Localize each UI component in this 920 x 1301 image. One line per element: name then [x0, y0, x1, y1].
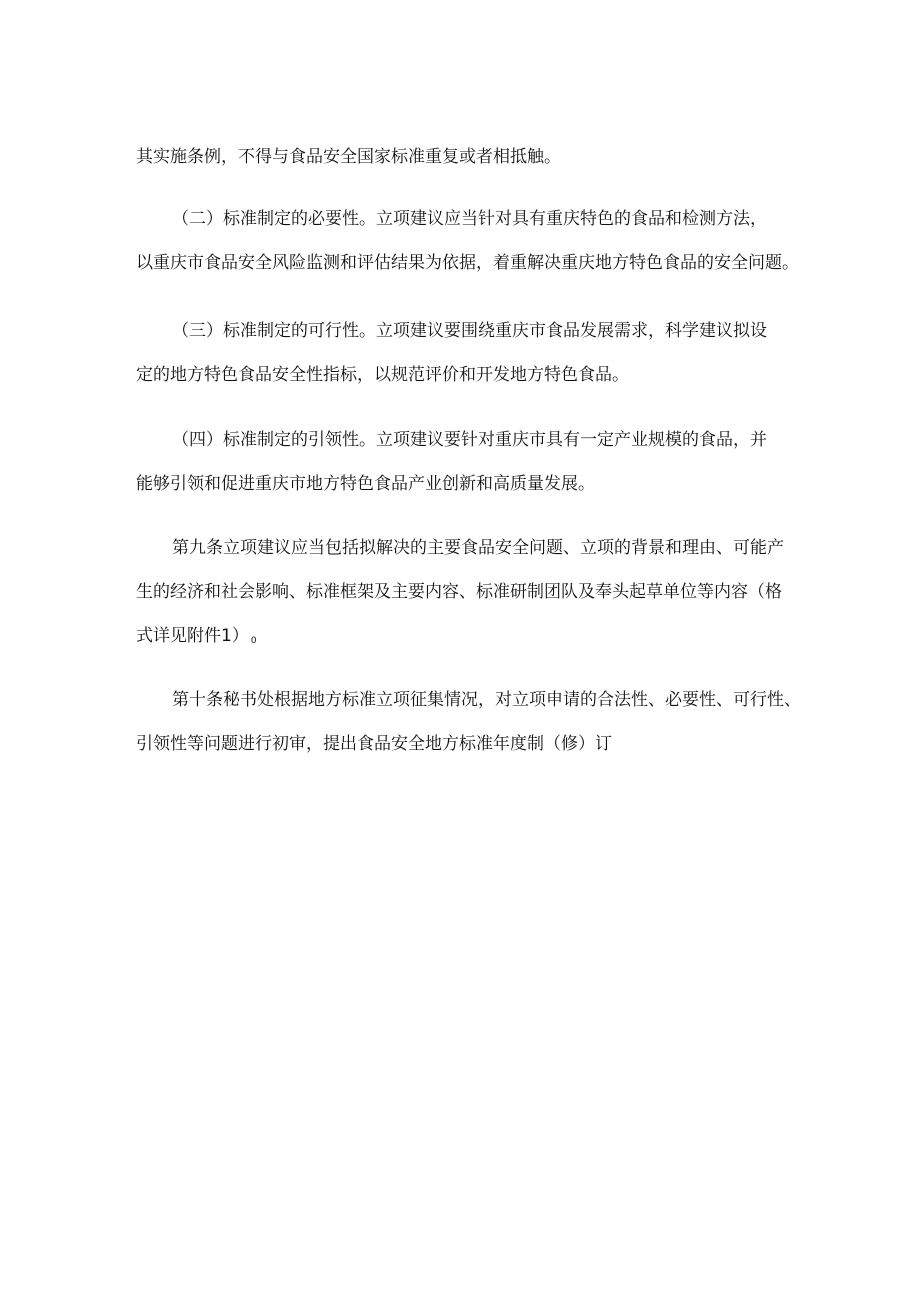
paragraph-line: 其实施条例，不得与食品安全国家标准重复或者相抵触。: [136, 147, 561, 167]
paragraph-line-text: 式详见附件1）: [136, 626, 249, 646]
paragraph-line: 以重庆市食品安全风险监测和评估结果为依据，着重解决重庆地方特色食品的安全问题。: [136, 253, 799, 273]
paragraph-line: 能够引领和促进重庆市地方特色食品产业创新和高质量发展。: [136, 474, 595, 494]
trailing-mark: 0: [250, 636, 257, 646]
paragraph-line: 第十条秘书处根据地方标准立项征集情况，对立项申请的合法性、必要性、可行性、: [172, 690, 801, 710]
paragraph-line: 生的经济和社会影响、标准框架及主要内容、标准研制团队及奉头起草单位等内容（格: [136, 582, 782, 602]
paragraph-article-nine: [136, 526, 786, 658]
paragraph-line: （二）标准制定的必要性。立项建议应当针对具有重庆特色的食品和检测方法，: [172, 209, 767, 229]
paragraph-feasibility: [136, 309, 786, 397]
paragraph-line: 定的地方特色食品安全性指标，以规范评价和开发地方特色食品。: [136, 365, 629, 385]
paragraph-necessity: [136, 197, 799, 285]
paragraph-line: （三）标准制定的可行性。立项建议要围绕重庆市食品发展需求，科学建议拟设: [172, 321, 767, 341]
paragraph-line: 引领性等问题进行初审，提出食品安全地方标准年度制（修）订: [136, 734, 612, 754]
paragraph-leadership: [136, 418, 786, 506]
paragraph-line: （四）标准制定的引领性。立项建议要针对重庆市具有一定产业规模的食品，并: [172, 430, 767, 450]
paragraph-implementation-clause: [136, 135, 786, 179]
paragraph-line-with-mark: [136, 614, 786, 658]
paragraph-article-ten: [136, 678, 801, 766]
paragraph-line: 第九条立项建议应当包括拟解决的主要食品安全问题、立项的背景和理由、可能产: [172, 538, 784, 558]
